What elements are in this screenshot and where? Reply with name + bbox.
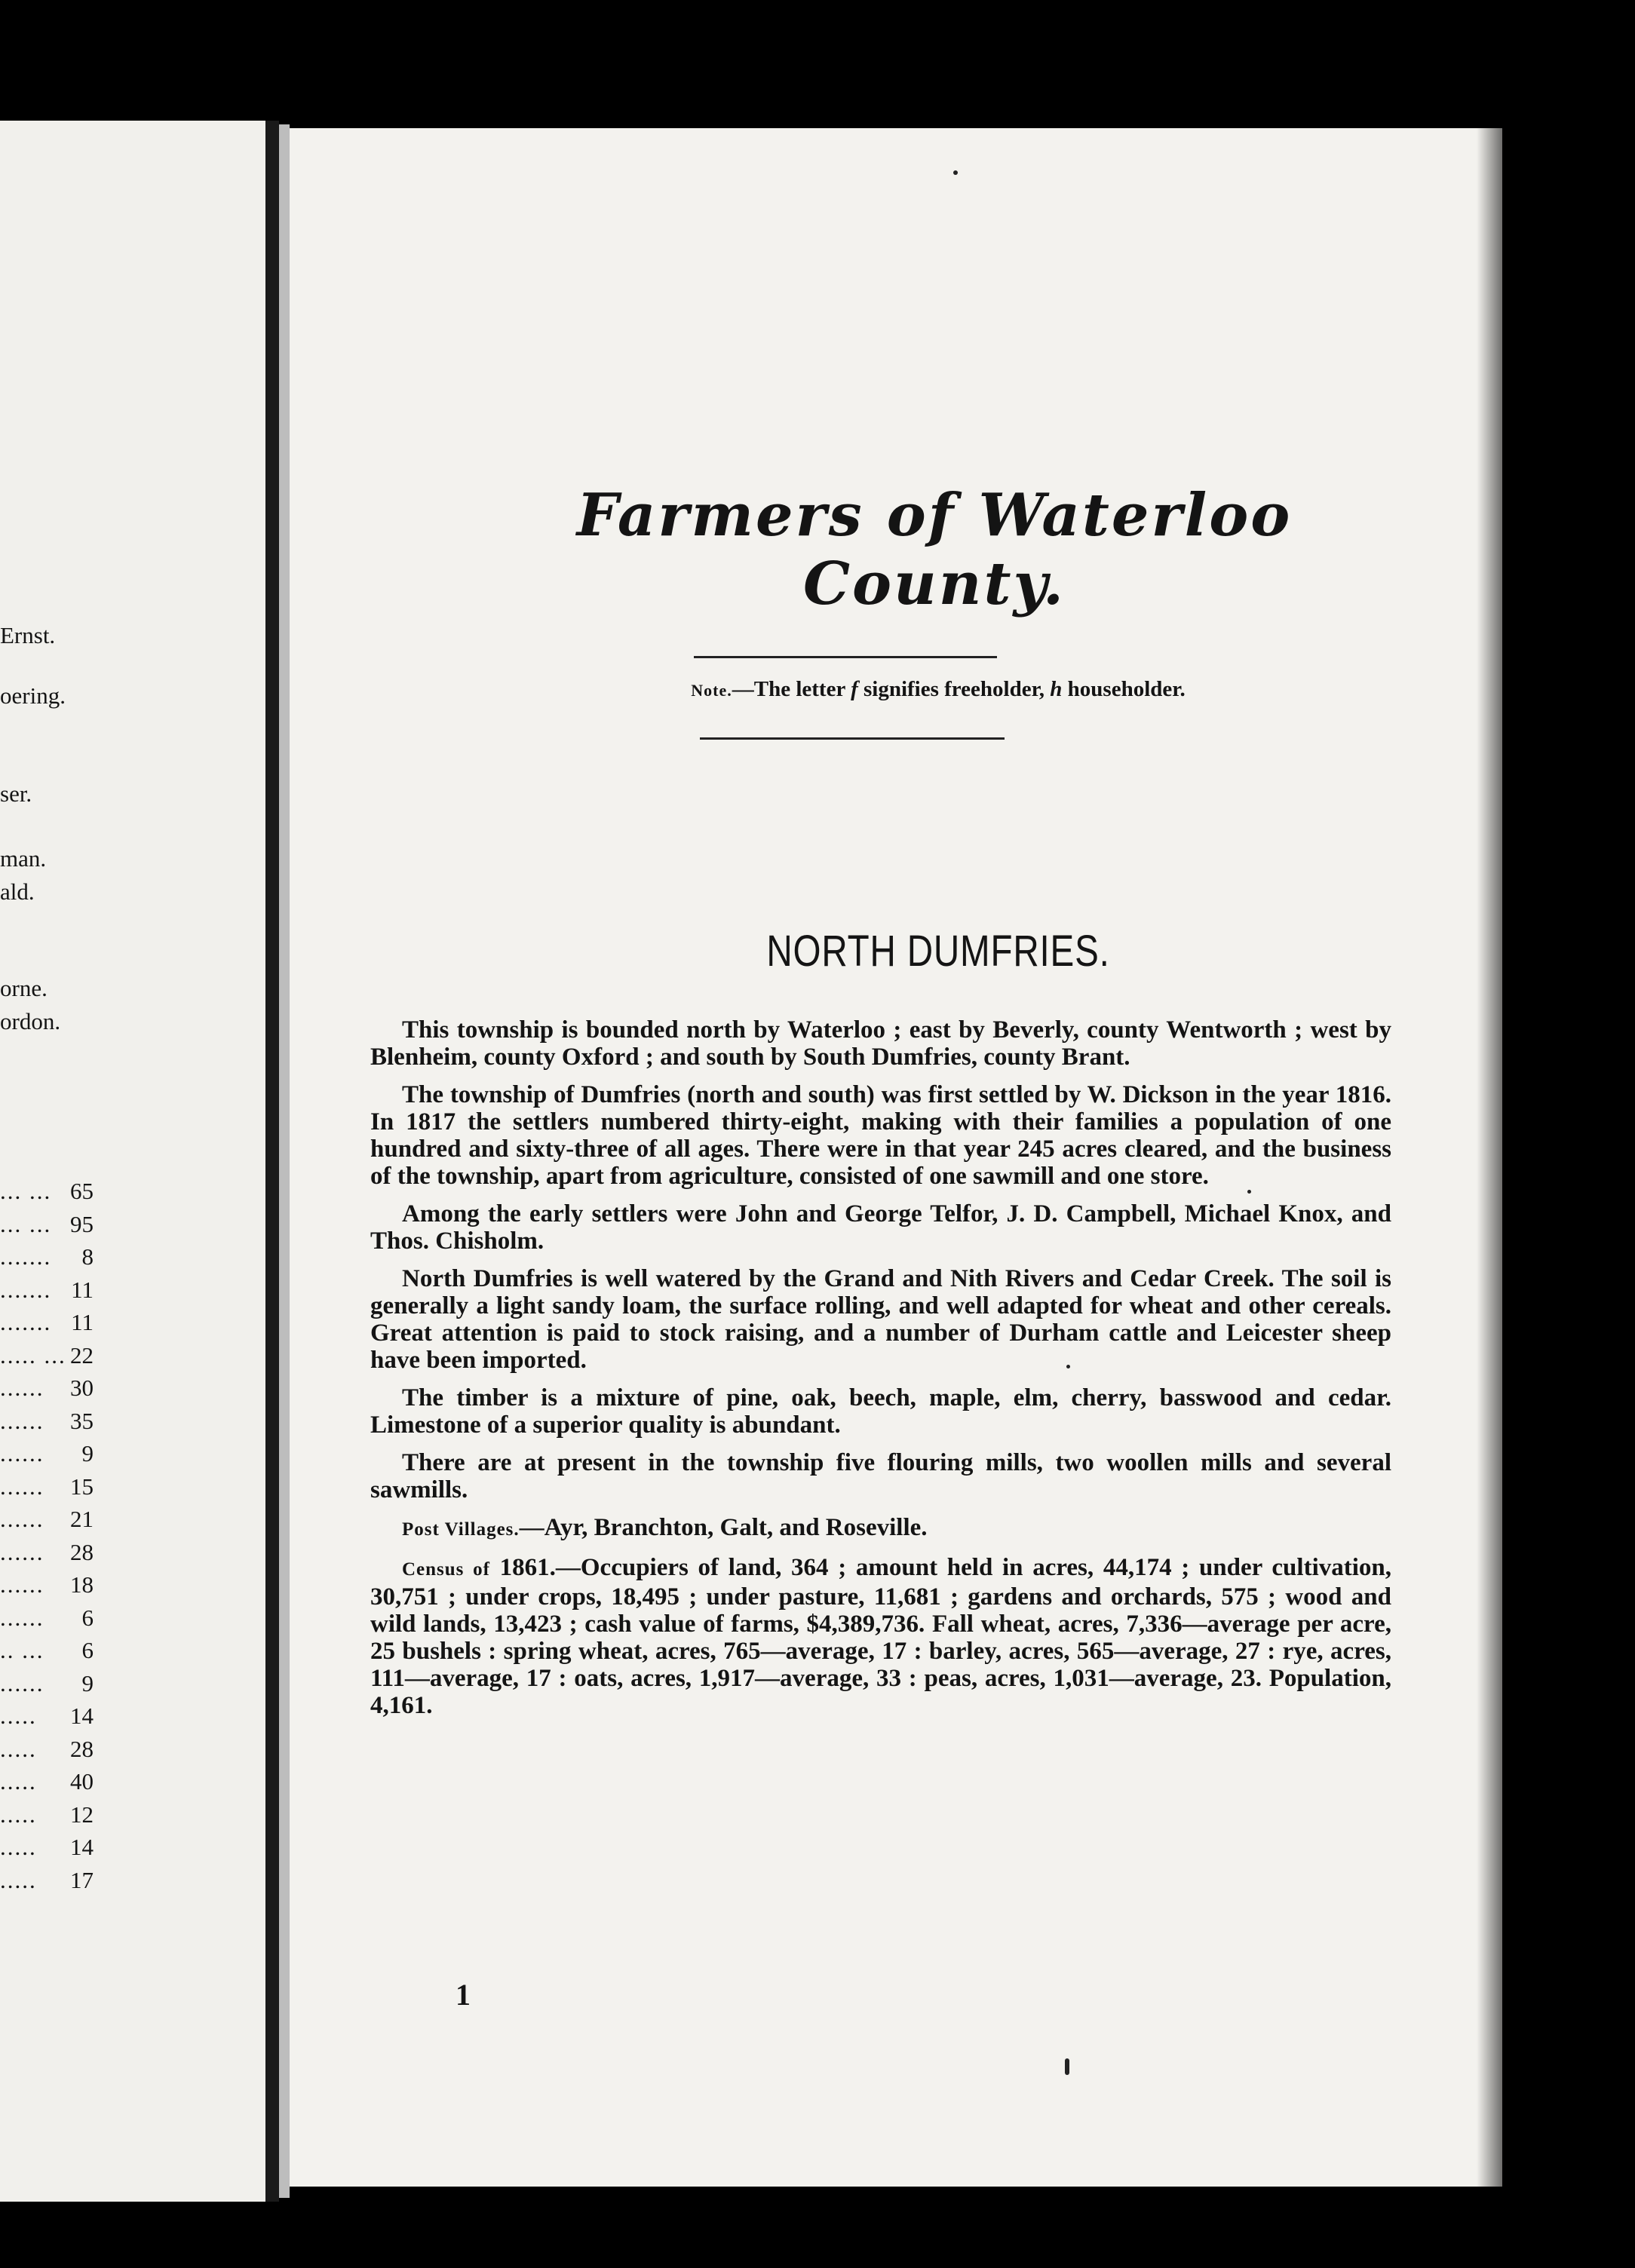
post-villages-text: —Ayr, Branchton, Galt, and Roseville. xyxy=(519,1514,928,1541)
book-gutter xyxy=(265,121,279,2202)
index-row xyxy=(0,1867,94,1900)
note-f: f xyxy=(851,677,858,701)
index-row xyxy=(0,1375,94,1408)
note-text: householder. xyxy=(1062,677,1186,701)
index-row xyxy=(0,1768,94,1801)
left-name: orne. xyxy=(0,975,48,1001)
paragraph: Among the early settlers were John and George Telfor, J. D. Campbell, Michael Knox, and Thos. Chisholm. xyxy=(370,1200,1391,1255)
index-leader: ... ... xyxy=(0,1178,52,1204)
index-row xyxy=(0,1473,94,1506)
index-number: 9 xyxy=(81,1669,94,1696)
index-row xyxy=(0,1342,94,1375)
index-row xyxy=(0,1243,94,1277)
index-row xyxy=(0,1309,94,1342)
index-number: 18 xyxy=(70,1571,94,1598)
index-number: 14 xyxy=(70,1703,94,1729)
page-edge xyxy=(279,124,290,2198)
paragraph: The township of Dumfries (north and south) was first settled by W. Dickson in the year 1816. In 1817 the settlers numbered thirty-eight, making with their families a population of one hundred and sixty-three of all ages. There were in that year 245 acres cleared, and the business of the township, apart from agriculture, consisted of one sawmill and one store. xyxy=(370,1081,1391,1190)
index-row xyxy=(0,1637,94,1670)
index-number: 11 xyxy=(71,1309,94,1335)
census-text: 1861.—Occupiers of land, 364 ; amount held in acres, 44,174 ; under cultivation, 30,751 ; under crops, 18,495 ; under pasture, 11,681 ; gardens and orchards, 575 ; wood and wild lands, 13,423 ; cash value of farms, $4,389,736. Fall wheat, acres, 7,336—average per acre, 25 bushels : spring wheat, acres, 765—average, 17 : barley, acres, 565—average, 27 : rye, acres, 111—average, 17 : oats, acres, 1,917—average, 33 : peas, acres, 1,031—average, 23. Population, 4,161. xyxy=(370,1554,1391,1719)
note-line xyxy=(501,677,1376,702)
index-leader: ..... xyxy=(0,1768,37,1794)
paragraph: The timber is a mixture of pine, oak, beech, maple, elm, cherry, basswood and cedar. Limestone of a superior quality is abundant. xyxy=(370,1384,1391,1439)
index-row xyxy=(0,1834,94,1867)
left-name: ser. xyxy=(0,780,32,807)
index-number: 22 xyxy=(70,1341,94,1368)
post-villages xyxy=(370,1514,1391,1543)
index-row xyxy=(0,1440,94,1473)
index-row xyxy=(0,1801,94,1834)
census-label: Census of xyxy=(402,1559,490,1580)
left-name: Ernst. xyxy=(0,622,56,648)
index-number: 12 xyxy=(70,1801,94,1828)
index-row xyxy=(0,1539,94,1572)
section-heading: NORTH DUMFRIES. xyxy=(766,927,1110,976)
note-rule xyxy=(700,737,1005,740)
note-text: signifies freeholder, xyxy=(857,677,1051,701)
post-villages-label: Post Villages. xyxy=(402,1519,520,1540)
index-number: 40 xyxy=(70,1768,94,1794)
note-text: —The letter xyxy=(732,677,851,701)
index-leader: ...... xyxy=(0,1407,44,1434)
index-row xyxy=(0,1703,94,1736)
paragraph: There are at present in the township five flouring mills, two woollen mills and several sawmills. xyxy=(370,1449,1391,1503)
index-leader: ...... xyxy=(0,1506,44,1532)
index-leader: ...... xyxy=(0,1604,44,1631)
body-text xyxy=(370,1016,1391,1730)
index-leader: ..... ... xyxy=(0,1341,66,1368)
index-row xyxy=(0,1408,94,1441)
index-number: 9 xyxy=(81,1440,94,1467)
index-number: 8 xyxy=(81,1243,94,1270)
left-page-index xyxy=(0,1178,94,1899)
index-number: 35 xyxy=(70,1407,94,1434)
index-number: 6 xyxy=(81,1604,94,1631)
index-number: 11 xyxy=(71,1276,94,1303)
index-number: 14 xyxy=(70,1834,94,1860)
left-name: ordon. xyxy=(0,1008,61,1034)
index-leader: ... ... xyxy=(0,1210,52,1237)
note-label: Note. xyxy=(691,681,732,700)
index-row xyxy=(0,1604,94,1638)
index-row xyxy=(0,1571,94,1604)
index-leader: ...... xyxy=(0,1473,44,1500)
left-name: man. xyxy=(0,845,47,872)
index-leader: ...... xyxy=(0,1375,44,1401)
index-leader: ...... xyxy=(0,1571,44,1598)
index-leader: ..... xyxy=(0,1866,37,1893)
index-leader: ...... xyxy=(0,1538,44,1565)
paragraph: This township is bounded north by Waterloo ; east by Beverly, county Wentworth ; west by Blenheim, county Oxford ; and south by South Dumfries, county Brant. xyxy=(370,1016,1391,1071)
index-leader: ..... xyxy=(0,1834,37,1860)
index-row xyxy=(0,1178,94,1211)
title-rule xyxy=(694,656,997,658)
index-number: 17 xyxy=(70,1866,94,1893)
page-shadow xyxy=(1477,128,1502,2187)
index-row xyxy=(0,1736,94,1769)
index-leader: ...... xyxy=(0,1669,44,1696)
index-row xyxy=(0,1506,94,1539)
index-leader: ....... xyxy=(0,1309,52,1335)
index-row xyxy=(0,1211,94,1244)
index-number: 65 xyxy=(70,1178,94,1204)
index-row xyxy=(0,1670,94,1703)
note-h: h xyxy=(1050,677,1063,701)
index-number: 28 xyxy=(70,1735,94,1762)
census xyxy=(370,1554,1391,1719)
index-leader: ..... xyxy=(0,1801,37,1828)
left-name: ald. xyxy=(0,878,35,905)
left-name: oering. xyxy=(0,682,66,709)
paragraph: North Dumfries is well watered by the Grand and Nith Rivers and Cedar Creek. The soil is generally a light sandy loam, the surface rolling, and well adapted for wheat and other cereals. Great attention is paid to stock raising, and a number of Durham cattle and Leicester sheep have been imported. xyxy=(370,1265,1391,1374)
index-number: 21 xyxy=(70,1506,94,1532)
main-page xyxy=(290,128,1502,2187)
index-leader: ..... xyxy=(0,1703,37,1729)
left-facing-page xyxy=(0,121,265,2202)
page-title: Farmers of Waterloo County. xyxy=(576,481,1293,618)
index-row xyxy=(0,1277,94,1310)
page-number: 1 xyxy=(456,1978,471,2012)
index-leader: .. ... xyxy=(0,1637,44,1663)
index-number: 95 xyxy=(70,1210,94,1237)
index-leader: ...... xyxy=(0,1440,44,1467)
index-leader: ....... xyxy=(0,1276,52,1303)
index-number: 30 xyxy=(70,1375,94,1401)
index-leader: ....... xyxy=(0,1243,52,1270)
index-leader: ..... xyxy=(0,1735,37,1762)
index-number: 6 xyxy=(81,1637,94,1663)
index-number: 15 xyxy=(70,1473,94,1500)
index-number: 28 xyxy=(70,1538,94,1565)
